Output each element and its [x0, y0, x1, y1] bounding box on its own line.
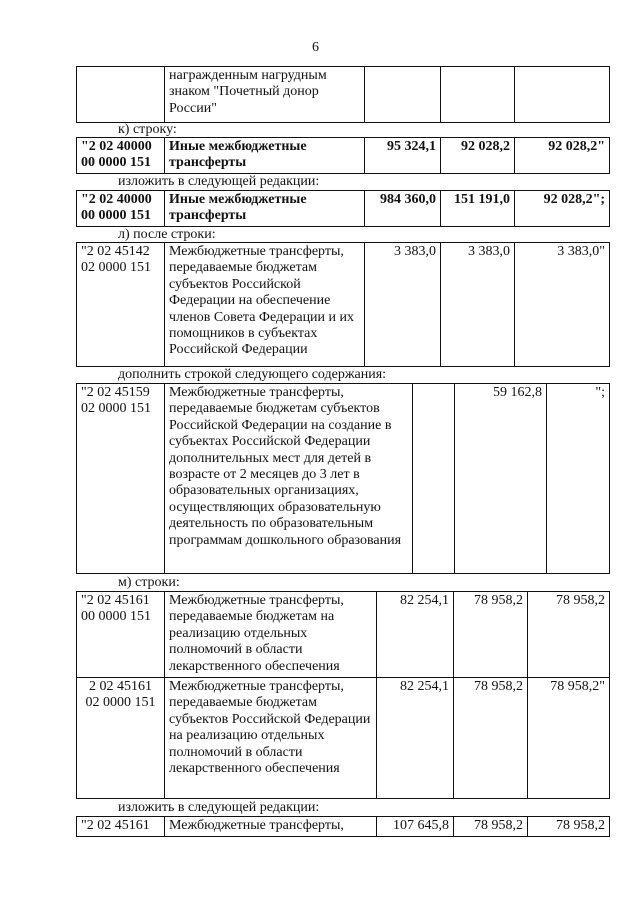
value-col-1: 95 324,1	[365, 138, 441, 174]
table-l	[76, 242, 610, 367]
table-row	[77, 243, 610, 367]
value-col-2	[441, 67, 515, 123]
value-col-1	[413, 384, 455, 574]
value-col-3	[515, 67, 610, 123]
value-col-3: 3 383,0"	[515, 243, 610, 367]
table-k-new	[76, 190, 610, 227]
value-col-1: 3 383,0	[365, 243, 441, 367]
row-name: Межбюджетные трансферты, передаваемые бюджетам субъектов Российской Федерации на реализацию отдельных полномочий в области лекарственного обеспечения	[165, 678, 377, 799]
table-m	[76, 591, 610, 799]
label-m: м) строки:	[118, 575, 180, 590]
row-name: Иные межбюджетные трансферты	[165, 191, 365, 227]
value-col-3: 92 028,2";	[515, 191, 610, 227]
row-name: Межбюджетные трансферты, передаваемые бюджетам субъектов Российской Федерации на обеспечение членов Совета Федерации и их помощников в субъектах Российской Федерации	[165, 243, 365, 367]
label-l-append: дополнить строкой следующего содержания:	[118, 367, 387, 382]
budget-code: "2 02 45161 00 0000 151	[77, 592, 165, 678]
value-col-3: 78 958,2	[528, 817, 610, 837]
value-col-3: 92 028,2"	[515, 138, 610, 174]
row-name: награжденным нагрудным знаком "Почетный донор России"	[165, 67, 365, 123]
value-col-3: 78 958,2"	[528, 678, 610, 799]
value-col-2: 78 958,2	[454, 817, 528, 837]
value-col-1: 82 254,1	[377, 678, 454, 799]
row-name: Межбюджетные трансферты, передаваемые бюджетам субъектов Российской Федерации на создание в субъектах Российской Федерации дополнительных мест для детей в возрасте от 2 месяцев до 3 лет в образовательных организациях, осуществляющих образовательную деятельность по образовательным программам дошкольного образования	[165, 384, 413, 574]
label-k: к) строку:	[118, 122, 177, 137]
value-col-2: 78 958,2	[454, 592, 528, 678]
table-row	[77, 817, 610, 837]
table-k	[76, 137, 610, 174]
label-l: л) после строки:	[118, 227, 216, 242]
value-col-1: 107 645,8	[377, 817, 454, 837]
table-row	[77, 191, 610, 227]
label-m-replace: изложить в следующей редакции:	[118, 800, 320, 815]
table-row	[77, 138, 610, 174]
value-col-2: 3 383,0	[441, 243, 515, 367]
table-m-new	[76, 816, 610, 837]
label-k-replace: изложить в следующей редакции:	[118, 174, 320, 189]
budget-code: "2 02 45161	[77, 817, 165, 837]
value-col-2: 92 028,2	[441, 138, 515, 174]
row-name: Межбюджетные трансферты,	[165, 817, 377, 837]
budget-code: "2 02 45142 02 0000 151	[77, 243, 165, 367]
budget-code	[77, 67, 165, 123]
row-name: Иные межбюджетные трансферты	[165, 138, 365, 174]
value-col-2: 59 162,8	[455, 384, 547, 574]
value-col-1: 82 254,1	[377, 592, 454, 678]
value-col-2: 151 191,0	[441, 191, 515, 227]
table-row	[77, 678, 610, 799]
page-number: 6	[312, 40, 319, 55]
budget-code: "2 02 40000 00 0000 151	[77, 191, 165, 227]
value-col-1: 984 360,0	[365, 191, 441, 227]
table-row	[77, 384, 610, 574]
value-col-3: ";	[547, 384, 610, 574]
table-row	[77, 67, 610, 123]
budget-code: "2 02 40000 00 0000 151	[77, 138, 165, 174]
budget-code: "2 02 45159 02 0000 151	[77, 384, 165, 574]
table-l-new	[76, 383, 610, 574]
value-col-3: 78 958,2	[528, 592, 610, 678]
value-col-1	[365, 67, 441, 123]
table-continuation	[76, 66, 610, 123]
budget-code: 2 02 45161 02 0000 151	[77, 678, 165, 799]
value-col-2: 78 958,2	[454, 678, 528, 799]
table-row	[77, 592, 610, 678]
row-name: Межбюджетные трансферты, передаваемые бюджетам на реализацию отдельных полномочий в области лекарственного обеспечения	[165, 592, 377, 678]
